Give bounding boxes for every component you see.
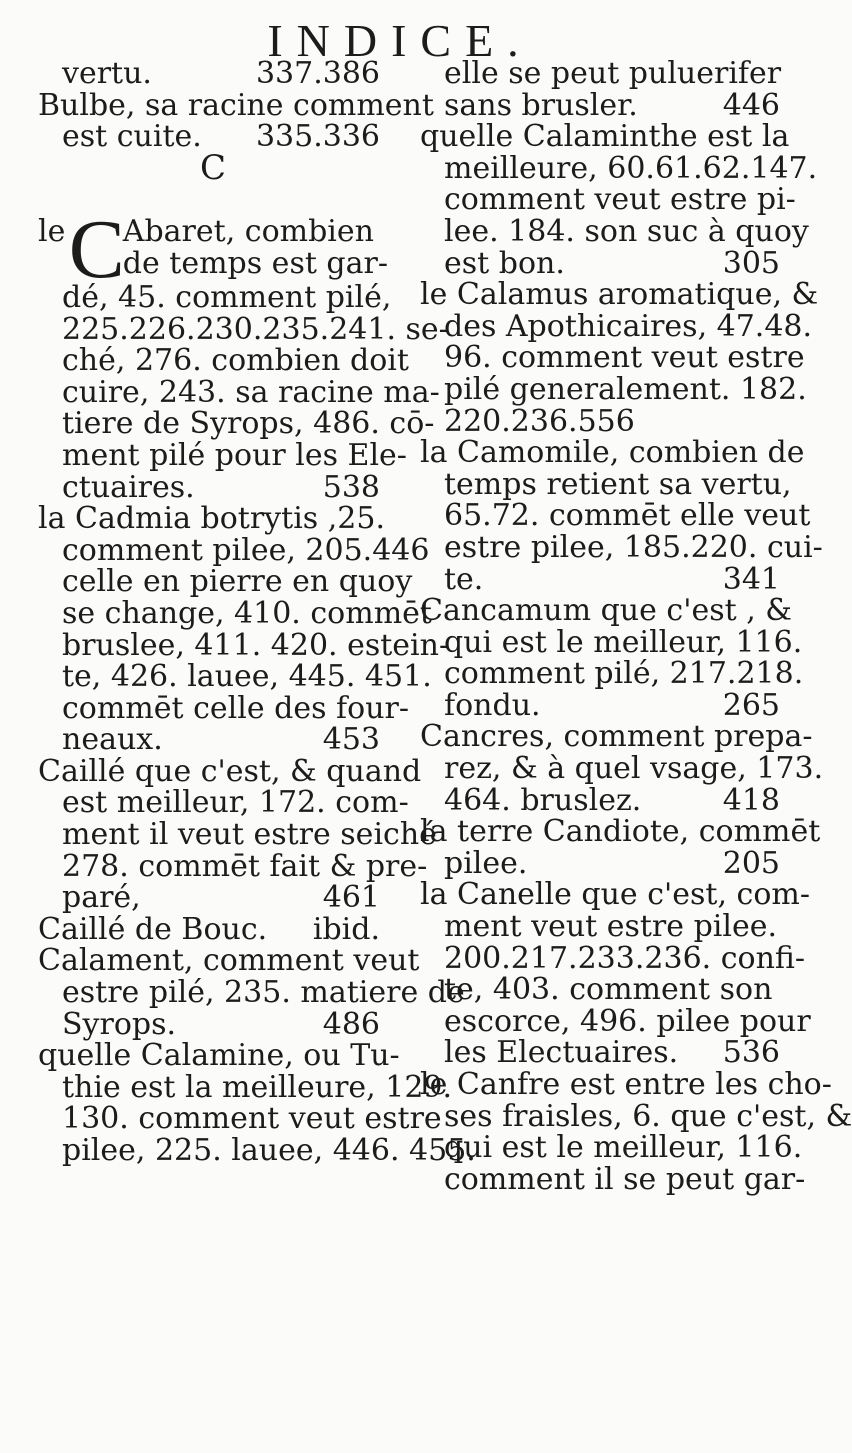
index-line-text: estre pilee, 185.220. cui- (444, 529, 823, 565)
index-line-text: Caillé de Bouc. (38, 911, 268, 947)
index-line-text: le Canfre est entre les cho- (420, 1067, 832, 1102)
index-line-text: te, 426. lauee, 445. 451. (62, 659, 432, 695)
index-line (38, 406, 435, 442)
index-line-text: bruslee, 411. 420. estein- (62, 627, 450, 663)
index-line-text: 130. comment veut estre (62, 1101, 442, 1137)
index-line (38, 279, 392, 315)
page-number: 536 (722, 1035, 780, 1071)
index-line (38, 659, 432, 695)
index-line (420, 782, 788, 818)
drop-line-2: de temps est gar- (122, 245, 388, 281)
index-line (38, 753, 422, 789)
index-line (38, 564, 413, 600)
index-line-text: ment il veut estre seiché (62, 817, 437, 853)
index-line (38, 1133, 476, 1168)
index-line-text: est meilleur, 172. com- (62, 785, 409, 821)
page-number: 538 (322, 469, 380, 505)
index-line (420, 561, 788, 597)
index-line-text: rez, & à quel vsage, 173. (444, 751, 824, 787)
index-line-text: thie est la meilleure, 129. (62, 1069, 453, 1105)
index-line (38, 503, 388, 535)
page-number: 446 (372, 532, 430, 568)
index-line (420, 58, 788, 90)
index-line-text: qui est le meilleur, 116. (444, 1130, 803, 1166)
index-line-text: se change, 410. commēt (62, 595, 432, 631)
index-line-text: te, 403. comment son (444, 972, 773, 1008)
index-line-text: Calament, comment veut (38, 943, 420, 979)
index-line-text: comment veut estre pi- (444, 182, 796, 218)
index-line-text: le Calamus aromatique, & (420, 277, 819, 313)
index-line (38, 87, 434, 123)
index-line-text: tiere de Syrops, 486. cō- (62, 406, 435, 442)
index-line (38, 595, 432, 631)
drop-article: le (38, 213, 66, 249)
index-line-text: dé, 45. comment pilé, (62, 279, 392, 315)
right-column (420, 56, 852, 1197)
index-line-text: quelle Calaminthe est la (420, 119, 790, 155)
index-line-text: commēt celle des four- (62, 690, 409, 726)
page-number: 418 (722, 782, 780, 818)
index-line-text: 96. comment veut estre (444, 340, 805, 376)
drop-cap: C (68, 202, 125, 296)
index-line-text: pilee, 225. lauee, 446. 455. (62, 1133, 476, 1168)
index-line-text: est cuite. (62, 119, 202, 155)
index-line-text: ctuaires. (62, 469, 195, 505)
index-line (420, 624, 803, 660)
index-line-text: la Cadmia botrytis , (38, 501, 338, 537)
index-line (420, 1130, 803, 1166)
index-line-text: paré, (62, 880, 141, 916)
index-line-text: qui est le meilleur, 116. (444, 624, 803, 660)
index-line-text: Caillé que c'est, & quand (38, 753, 422, 789)
drop-cap-entry (38, 202, 388, 296)
page-number: 446 (722, 87, 780, 123)
page-number: 335.336 (255, 119, 380, 155)
index-line (420, 751, 824, 787)
index-line (38, 911, 388, 947)
index-line (420, 593, 792, 629)
index-line-text: escorce, 496. pilee pour (444, 1003, 811, 1039)
index-line-text: comment il se peut gar- (444, 1161, 806, 1197)
index-line-text: les Electuaires. (444, 1035, 679, 1071)
index-line-text: 220.236.556 (444, 403, 635, 439)
index-line (38, 724, 388, 756)
index-line-text: fondu. (444, 687, 541, 723)
index-line (38, 975, 465, 1011)
index-line (420, 308, 813, 344)
index-line (420, 911, 788, 943)
page-number: 265 (722, 687, 780, 723)
page-number: 341 (722, 561, 780, 597)
index-line (38, 943, 420, 979)
index-line (38, 785, 409, 821)
index-line (420, 150, 818, 186)
index-line (38, 374, 440, 410)
index-line (420, 340, 805, 376)
index-line (38, 532, 430, 568)
index-line-text: elle se peut puluerifer (444, 56, 782, 91)
index-line (38, 58, 388, 90)
index-line (420, 656, 804, 692)
page-number: 486 (322, 1006, 380, 1042)
index-line (420, 845, 788, 881)
index-line (420, 877, 810, 913)
index-line-text: ment pilé pour les Ele- (62, 437, 407, 473)
right-entries (420, 56, 852, 1197)
index-line (420, 814, 821, 850)
index-line-text: ment veut estre pilee. (444, 909, 778, 945)
index-line-text: la terre Candiote, commēt (420, 814, 821, 850)
index-line (38, 1006, 388, 1042)
index-line (420, 1003, 811, 1039)
index-line (420, 403, 788, 439)
index-line-text: celle en pierre en quoy (62, 564, 413, 600)
index-line-text: pilee. (444, 845, 528, 881)
index-line-text: pilé generalement. 182. (444, 371, 807, 407)
index-line (420, 1098, 852, 1134)
left-column (38, 56, 476, 1168)
index-line-text: lee. 184. son suc à quoy (444, 213, 809, 249)
index-line (420, 121, 788, 153)
page-number: ibid. (312, 911, 380, 947)
index-line-text: Cancres, comment prepa- (420, 719, 813, 755)
index-line (420, 277, 819, 313)
index-line (420, 371, 807, 407)
index-line-text: neaux. (62, 722, 163, 758)
index-line-text: temps retient sa vertu, (444, 466, 792, 502)
index-line-text: ché, 276. combien doit (62, 343, 409, 379)
index-line (420, 1161, 806, 1197)
index-line-text: estre pilé, 235. matiere de (62, 975, 465, 1011)
index-line-text: ses fraisles, 6. que c'est, & (444, 1098, 852, 1134)
page-number: 453 (322, 722, 380, 758)
page-header: INDICE. (267, 15, 533, 66)
index-line (38, 437, 407, 473)
index-line (38, 690, 409, 726)
index-line (420, 974, 788, 1006)
drop-line-1: Abaret, combien (122, 213, 374, 249)
page-number: 305 (722, 245, 780, 281)
section-letter: C (199, 147, 226, 188)
index-line-text: Bulbe, sa racine comment (38, 87, 434, 123)
left-entries-bottom (38, 279, 476, 1168)
index-line-text: te. (444, 561, 484, 597)
index-line-text: 65.72. commēt elle veut (444, 498, 811, 534)
index-line (38, 1069, 453, 1105)
index-line-text: Syrops. (62, 1006, 177, 1042)
index-line-text: est bon. (444, 245, 565, 281)
index-line-text: meilleure, 60.61.62.147. (444, 150, 818, 186)
index-line (420, 940, 806, 976)
page-number: 337.386 (255, 56, 380, 91)
index-line (38, 882, 388, 914)
index-line-text: Cancamum que c'est , & (420, 593, 792, 629)
index-line (38, 469, 388, 505)
index-line-text: 200.217.233.236. confi- (444, 940, 806, 976)
index-line-text: 464. bruslez. (444, 782, 642, 818)
index-line-text: sans brusler. (444, 87, 638, 123)
index-line-text: comment pilé, 217.218. (444, 656, 804, 692)
index-line (38, 848, 428, 884)
page-number: 205 (722, 845, 780, 881)
index-line-text: vertu. (62, 56, 152, 91)
index-line (420, 687, 788, 723)
index-line (420, 87, 788, 123)
index-line (38, 817, 437, 853)
page-number: 461 (322, 880, 380, 916)
left-entries-top (38, 56, 434, 155)
index-line-text: des Apothicaires, 47.48. (444, 308, 813, 344)
index-line (420, 1037, 788, 1069)
page-number: 25. (337, 501, 385, 537)
index-line-text: comment pilee, 205. (62, 532, 373, 568)
index-line-text: quelle Calamine, ou Tu- (38, 1038, 400, 1074)
index-line-text: 278. commēt fait & pre- (62, 848, 428, 884)
index-line (420, 719, 813, 755)
index-line-text: cuire, 243. sa racine ma- (62, 374, 440, 410)
index-line-text: la Canelle que c'est, com- (420, 877, 810, 913)
index-line (420, 498, 811, 534)
index-line (420, 182, 796, 218)
index-line-text: la Camomile, combien de (420, 435, 805, 471)
index-line (420, 213, 809, 249)
index-line (420, 435, 805, 471)
index-line (38, 311, 449, 347)
index-line (38, 1101, 442, 1137)
index-line (420, 529, 823, 565)
index-line (38, 1038, 400, 1074)
index-line (38, 627, 450, 663)
index-line (420, 1067, 832, 1102)
index-line-text: 225.226.230.235.241. se- (62, 311, 449, 347)
index-line (420, 466, 792, 502)
index-line (38, 343, 409, 379)
index-line (420, 245, 788, 281)
